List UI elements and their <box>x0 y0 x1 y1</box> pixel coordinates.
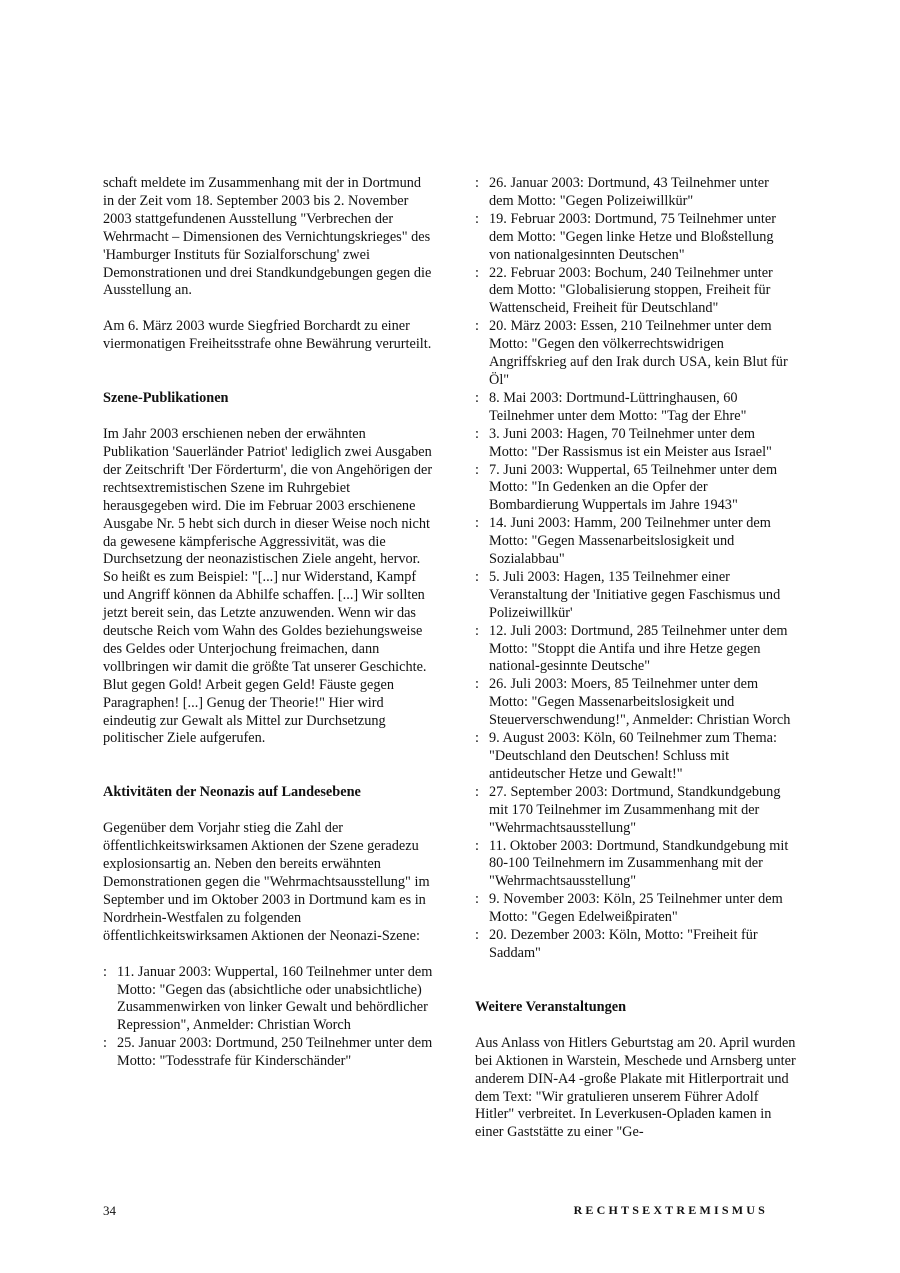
list-item: : 9. August 2003: Köln, 60 Teilnehmer zum Thema: "Deutschland den Deutschen! Schluss mit antideutscher Hetze und Gewalt!" <box>475 730 797 784</box>
list-item: : 26. Juli 2003: Moers, 85 Teilnehmer unter dem Motto: "Gegen Massenarbeitslosigkeit und Steuerverschwendung!", Anmelder: Christian Worch <box>475 676 797 730</box>
paragraph-aktionen-intro: Gegenüber dem Vorjahr stieg die Zahl der öffentlichkeitswirksamen Aktionen der Szene geradezu explosionsartig an. Neben den bereits erwähnten Demonstrationen gegen die "Wehrmachtsausstellung" im September und im Oktober 2003 in Dortmund kam es in Nordrhein-Westfalen zu folgenden öffentlichkeitswirksamen Aktionen der Neonazi-Szene: <box>103 820 430 944</box>
paragraph-hitler-geburtstag: Aus Anlass von Hitlers Geburtstag am 20. April wurden bei Aktionen in Warstein, Meschede und Arnsberg unter anderem DIN-A4 -große Plakate mit Hitlerportrait und dem Text: "Wir gratulieren unserem Führer Adolf Hitler" verbreitet. In Leverkusen-Opladen kamen in einer Gaststätte zu einer "Ge- <box>475 1034 796 1141</box>
heading-aktivitaeten: Aktivitäten der Neonazis auf Landesebene <box>103 784 361 801</box>
list-item: : 8. Mai 2003: Dortmund-Lüttringhausen, 60 Teilnehmer unter dem Motto: "Tag der Ehre" <box>475 390 797 426</box>
paragraph-foerderturm: Im Jahr 2003 erschienen neben der erwähnten Publikation 'Sauerländer Patriot' lediglich zwei Ausgaben der Zeitschrift 'Der Förderturm', die von Angehörigen der rechtsextremistischen Szene im Ruhrgebiet herausgegeben wird. Die im Februar 2003 erschienene Ausgabe Nr. 5 hebt sich durch in dieser Weise noch nicht da gewesene kämpferische Aggressivität, was die Durchsetzung der neonazistischen Ziele angeht, hervor. So heißt es zum Beispiel: "[...] nur Widerstand, Kampf und Angriff können da Abhilfe schaffen. [...] Wir sollten jetzt bereit sein, das Letzte anzuwenden. Wenn wir das deutsche Reich vom Wahn des Goldes beziehungsweise des Geldes oder Unterjochung freimachen, dann vollbringen wir damit die größte Tat unserer Geschichte. Blut gegen Gold! Arbeit gegen Geld! Fäuste gegen Paragraphen! [...] Genug der Theorie!" Hier wird eindeutig zur Gewalt als Mittel zur Durchsetzung politischer Ziele aufgerufen. <box>103 426 433 747</box>
list-item: : 11. Oktober 2003: Dortmund, Standkundgebung mit 80-100 Teilnehmern im Zusammenhang mit der "Wehrmachtsausstellung" <box>475 838 797 892</box>
left-column <box>103 175 433 1071</box>
heading-szene-publikationen: Szene-Publikationen <box>103 390 229 407</box>
list-item: : 11. Januar 2003: Wuppertal, 160 Teilnehmer unter dem Motto: "Gegen das (absichtliche oder unabsichtliche) Zusammenwirken von linker Gewalt und behördlicher Repression", Anmelder: Christian Worch <box>103 964 433 1036</box>
heading-weitere-veranstaltungen: Weitere Veranstaltungen <box>475 998 627 1015</box>
list-item: : 22. Februar 2003: Bochum, 240 Teilnehmer unter dem Motto: "Globalisierung stoppen, Freiheit für Wattenscheid, Freiheit für Deutschland" <box>475 265 797 319</box>
list-item: : 9. November 2003: Köln, 25 Teilnehmer unter dem Motto: "Gegen Edelweißpiraten" <box>475 891 797 927</box>
list-item: : 3. Juni 2003: Hagen, 70 Teilnehmer unter dem Motto: "Der Rassismus ist ein Meister aus Israel" <box>475 426 797 462</box>
list-item: : 20. März 2003: Essen, 210 Teilnehmer unter dem Motto: "Gegen den völkerrechtswidrigen Angriffskrieg auf den Irak durch USA, kein Blut für Öl" <box>475 318 797 390</box>
list-item: : 14. Juni 2003: Hamm, 200 Teilnehmer unter dem Motto: "Gegen Massenarbeitslosigkeit und Sozialabbau" <box>475 515 797 569</box>
list-item: : 12. Juli 2003: Dortmund, 285 Teilnehmer unter dem Motto: "Stoppt die Antifa und ihre Hetze gegen national-gesinnte Deutsche" <box>475 623 797 677</box>
list-item: : 27. September 2003: Dortmund, Standkundgebung mit 170 Teilnehmer im Zusammenhang mit der "Wehrmachtsausstellung" <box>475 784 797 838</box>
page-number: 34 <box>103 1203 116 1218</box>
list-item: : 7. Juni 2003: Wuppertal, 65 Teilnehmer unter dem Motto: "In Gedenken an die Opfer der Bombardierung Wuppertals im Jahre 1943" <box>475 462 797 516</box>
running-title: RECHTSEXTREMISMUS <box>573 1203 768 1217</box>
list-item: : 20. Dezember 2003: Köln, Motto: "Freiheit für Saddam" <box>475 927 797 963</box>
list-item: : 26. Januar 2003: Dortmund, 43 Teilnehmer unter dem Motto: "Gegen Polizeiwillkür" <box>475 175 797 211</box>
paragraph-demonstrationen: schaft meldete im Zusammenhang mit der in Dortmund in der Zeit vom 18. September 2003 bis 2. November 2003 stattgefundenen Ausstellung "Verbrechen der Wehrmacht – Dimensionen des Vernichtungskrieges" des 'Hamburger Instituts für Sozialforschung' zwei Demonstrationen und drei Standkundgebungen gegen die Ausstellung an. <box>103 175 432 299</box>
list-item: : 19. Februar 2003: Dortmund, 75 Teilnehmer unter dem Motto: "Gegen linke Hetze und Bloßstellung von nationalgesinnten Deutschen" <box>475 211 797 265</box>
event-list-left <box>103 964 433 1071</box>
event-list-right <box>475 175 797 963</box>
list-item: : 5. Juli 2003: Hagen, 135 Teilnehmer einer Veranstaltung der 'Initiative gegen Faschismus und Polizeiwillkür' <box>475 569 797 623</box>
right-column <box>475 175 797 1142</box>
paragraph-borchardt: Am 6. März 2003 wurde Siegfried Borchardt zu einer viermonatigen Freiheitsstrafe ohne Bewährung verurteilt. <box>103 318 432 353</box>
list-item: : 25. Januar 2003: Dortmund, 250 Teilnehmer unter dem Motto: "Todesstrafe für Kinderschänder" <box>103 1035 433 1071</box>
